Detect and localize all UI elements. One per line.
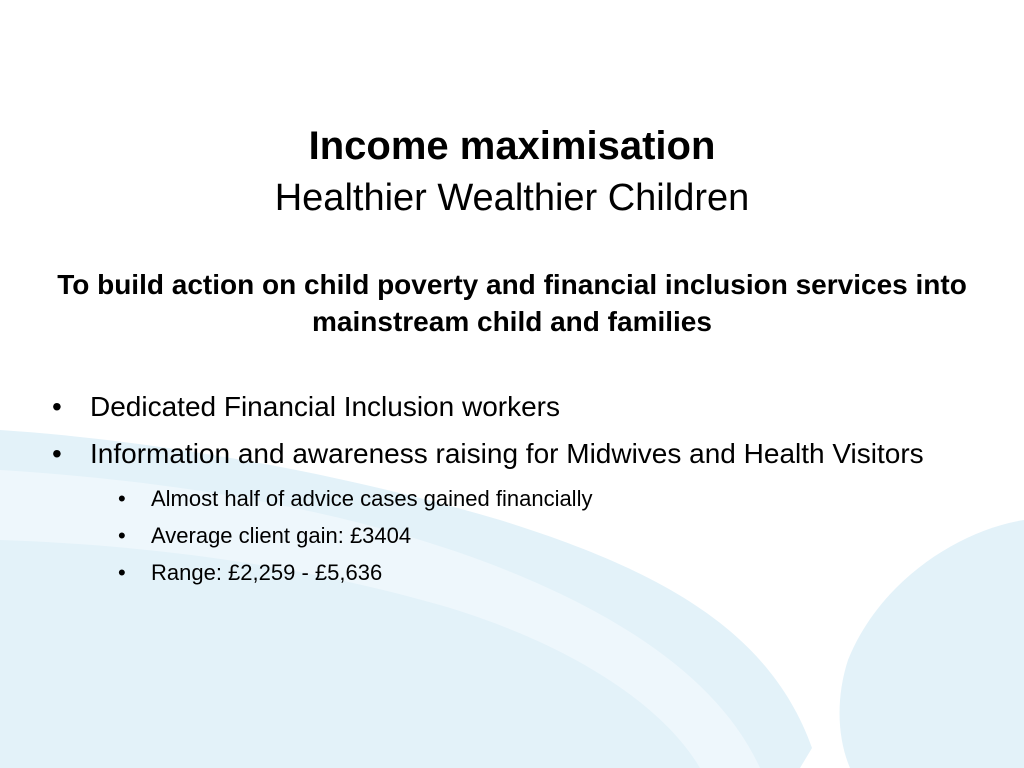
bullet-text: Information and awareness raising for Midwives and Health Visitors [90,438,924,469]
bullet-list [52,386,952,591]
sub-bullet-text: Range: £2,259 - £5,636 [151,560,383,585]
sub-bullet-item [52,554,952,591]
bullet-text: Dedicated Financial Inclusion workers [90,391,560,422]
sub-bullet-list [52,480,952,591]
sub-bullet-item [52,480,952,517]
title-block [0,120,1024,224]
slide-title: Income maximisation [308,124,716,168]
sub-bullet-text: Almost half of advice cases gained financially [151,486,593,511]
sub-bullet-group [52,480,952,591]
slide-subtitle: Healthier Wealthier Children [274,177,750,219]
sub-bullet-dot-icon: • [118,523,126,548]
sub-bullet-item [52,517,952,554]
bullet-item [52,433,952,474]
lead-statement: To build action on child poverty and financial inclusion services into mainstream child and families [57,269,967,337]
sub-bullet-dot-icon: • [118,486,126,511]
bullet-dot-icon: • [52,391,62,422]
bullet-item [52,386,952,427]
bullet-dot-icon: • [52,438,62,469]
sub-bullet-dot-icon: • [118,560,126,585]
sub-bullet-text: Average client gain: £3404 [151,523,412,548]
